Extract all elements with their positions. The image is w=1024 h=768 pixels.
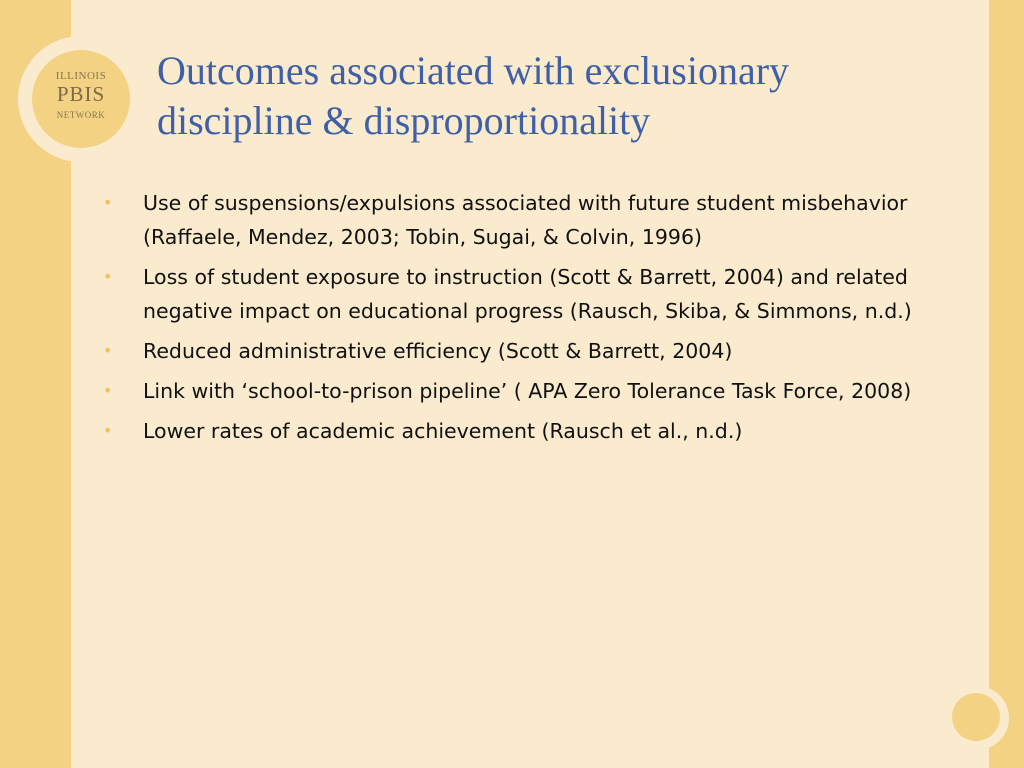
bullet-item-4 xyxy=(103,374,953,408)
bullet-dot-icon: • xyxy=(103,193,113,212)
bullet-list xyxy=(103,186,953,454)
bullet-dot-icon: • xyxy=(103,381,113,400)
corner-decoration-circle xyxy=(952,693,1000,741)
slide-title xyxy=(157,46,957,146)
bullet-dot-icon: • xyxy=(103,421,113,440)
logo-text-top: ILLINOIS xyxy=(55,70,107,82)
bullet-dot-icon: • xyxy=(103,267,113,286)
logo-text-middle: PBIS xyxy=(56,82,106,106)
slide-title-line-2: discipline & disproportionality xyxy=(157,98,651,143)
slide-title-line-1: Outcomes associated with exclusionary xyxy=(157,48,790,93)
bullet-item-1 xyxy=(103,186,953,254)
bullet-text: Reduced administrative efficiency (Scott & Barrett, 2004) xyxy=(143,339,733,363)
bullet-item-2 xyxy=(103,260,953,328)
bullet-item-3 xyxy=(103,334,953,368)
bullet-text: Use of suspensions/expulsions associated with future student misbehavior (Raffaele, Mendez, 2003; Tobin, Sugai, & Colvin, 1996) xyxy=(143,191,908,249)
bullet-text: Lower rates of academic achievement (Rausch et al., n.d.) xyxy=(143,419,743,443)
bullet-dot-icon: • xyxy=(103,341,113,360)
bullet-text: Link with ‘school-to-prison pipeline’ ( APA Zero Tolerance Task Force, 2008) xyxy=(143,379,912,403)
bullet-item-5 xyxy=(103,414,953,448)
bullet-text: Loss of student exposure to instruction (Scott & Barrett, 2004) and related negative impact on educational progress (Rausch, Skiba, & Simmons, n.d.) xyxy=(143,265,912,323)
logo-text-bottom: NETWORK xyxy=(56,110,106,120)
